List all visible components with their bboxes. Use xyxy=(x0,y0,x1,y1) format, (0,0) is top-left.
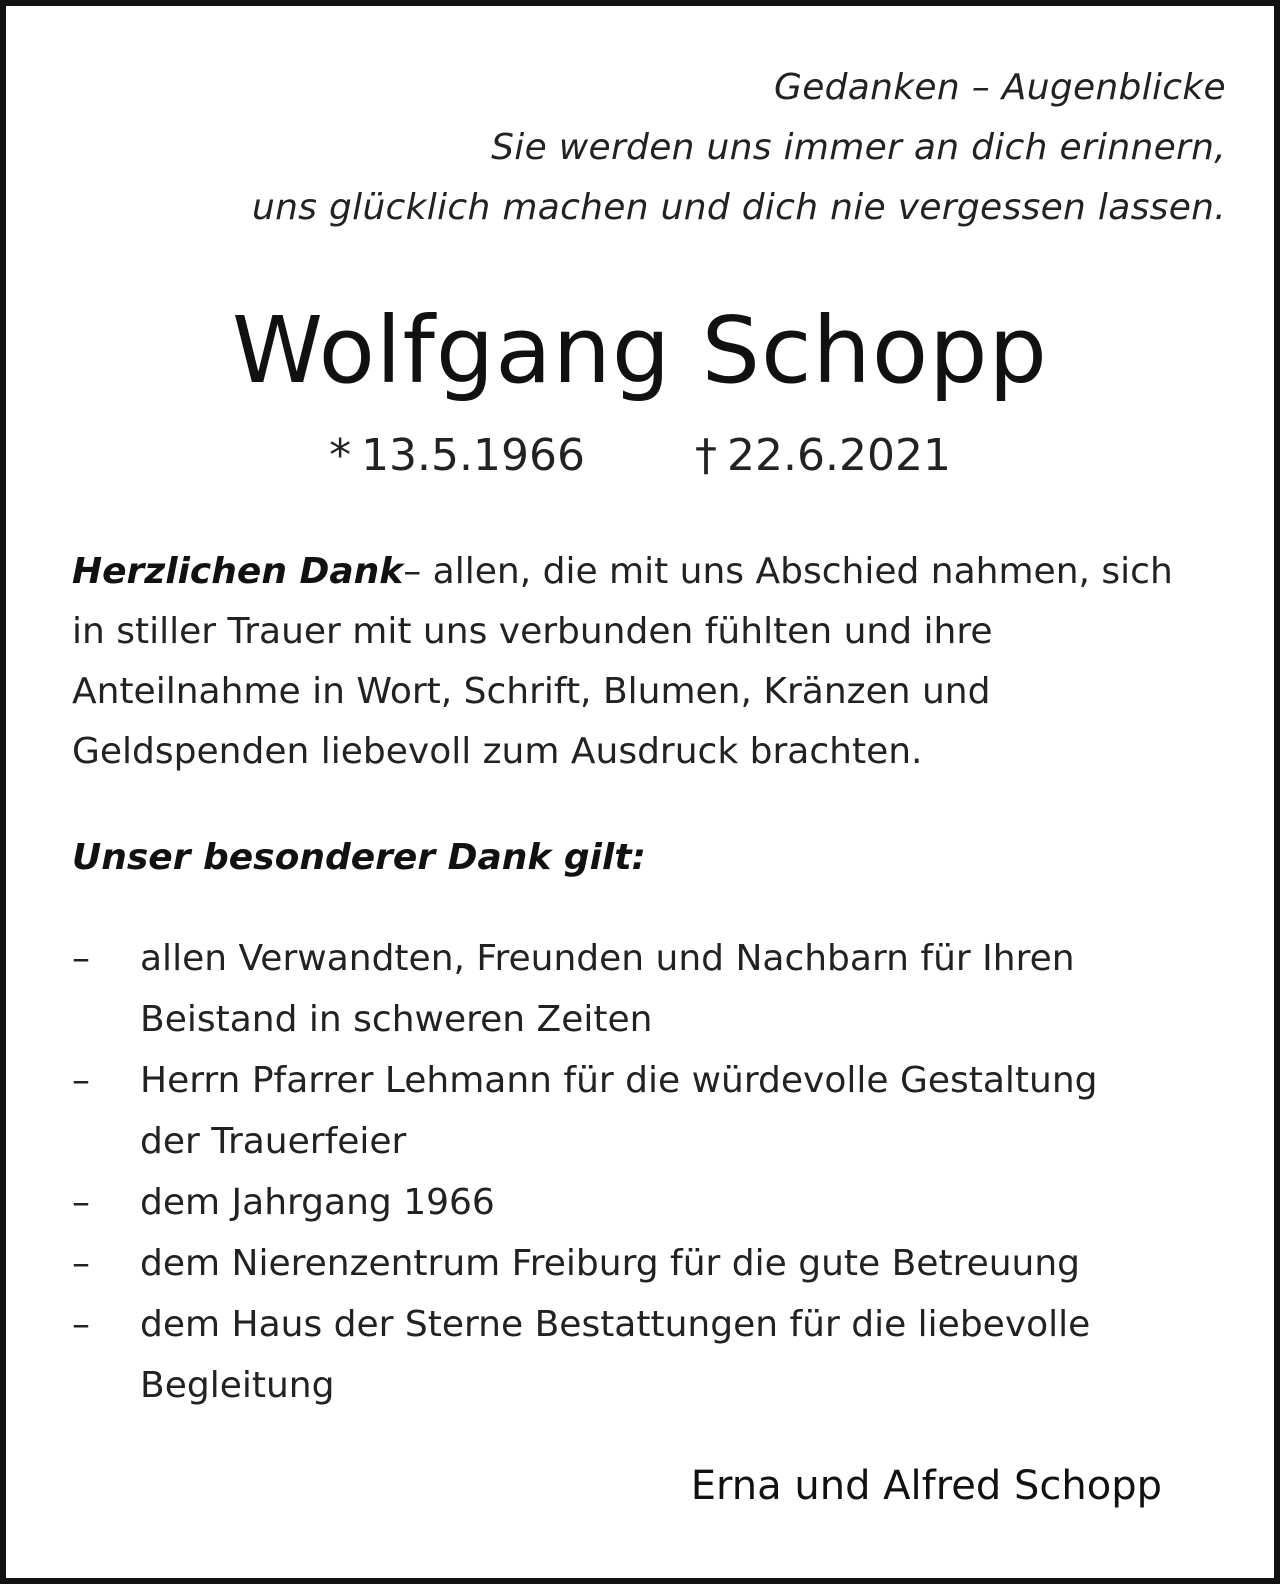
dash-bullet: – xyxy=(72,938,90,979)
list-item-line: Begleitung xyxy=(140,1365,335,1406)
birth-date: 13.5.1966 xyxy=(361,430,585,481)
life-dates xyxy=(6,426,1274,486)
list-item-line: der Trauerfeier xyxy=(140,1121,407,1162)
quote-line: Sie werden uns immer an dich erinnern, xyxy=(491,127,1226,168)
list-item-line: dem Haus der Sterne Bestattungen für die liebevolle xyxy=(140,1304,1091,1345)
death-date-group xyxy=(695,426,951,486)
deceased-name: Wolfgang Schopp xyxy=(232,297,1048,404)
special-thanks-heading: Unser besonderer Dank gilt: xyxy=(72,837,646,878)
list-item-line: dem Jahrgang 1966 xyxy=(140,1182,495,1223)
death-cross-icon: † xyxy=(695,430,717,481)
thanks-list xyxy=(72,928,1222,1416)
birth-date-group xyxy=(329,426,585,486)
list-item xyxy=(72,1172,1222,1233)
list-item xyxy=(72,1294,1222,1416)
list-item-line: Herrn Pfarrer Lehmann für die würdevolle Gestaltung xyxy=(140,1060,1098,1101)
list-item xyxy=(72,1050,1222,1172)
thanks-line: Anteilnahme in Wort, Schrift, Blumen, Kränzen und xyxy=(72,671,991,712)
quote-line: Gedanken – Augenblicke xyxy=(774,67,1226,108)
dash-bullet: – xyxy=(72,1304,90,1345)
thanks-lead: Herzlichen Dank xyxy=(72,551,404,592)
thanks-line: in stiller Trauer mit uns verbunden fühlten und ihre xyxy=(72,611,993,652)
dash-bullet: – xyxy=(72,1243,90,1284)
memorial-quote xyxy=(252,58,1226,238)
list-item xyxy=(72,1233,1222,1294)
signature: Erna und Alfred Schopp xyxy=(690,1463,1162,1509)
dash-bullet: – xyxy=(72,1182,90,1223)
list-item-line: Beistand in schweren Zeiten xyxy=(140,999,653,1040)
list-item-line: dem Nierenzentrum Freiburg für die gute Betreuung xyxy=(140,1243,1081,1284)
dash-bullet: – xyxy=(72,1060,90,1101)
birth-star-icon: * xyxy=(329,430,352,481)
quote-line: uns glücklich machen und dich nie vergessen lassen. xyxy=(251,187,1226,228)
death-date: 22.6.2021 xyxy=(727,430,951,481)
thanks-line xyxy=(72,542,1222,602)
thanks-line1-rest: – allen, die mit uns Abschied nahmen, sich xyxy=(403,551,1173,592)
thanks-line: Geldspenden liebevoll zum Ausdruck brachten. xyxy=(72,731,923,772)
list-item-line: allen Verwandten, Freunden und Nachbarn für Ihren xyxy=(140,938,1075,979)
list-item xyxy=(72,928,1222,1050)
thanks-paragraph xyxy=(72,542,1222,782)
